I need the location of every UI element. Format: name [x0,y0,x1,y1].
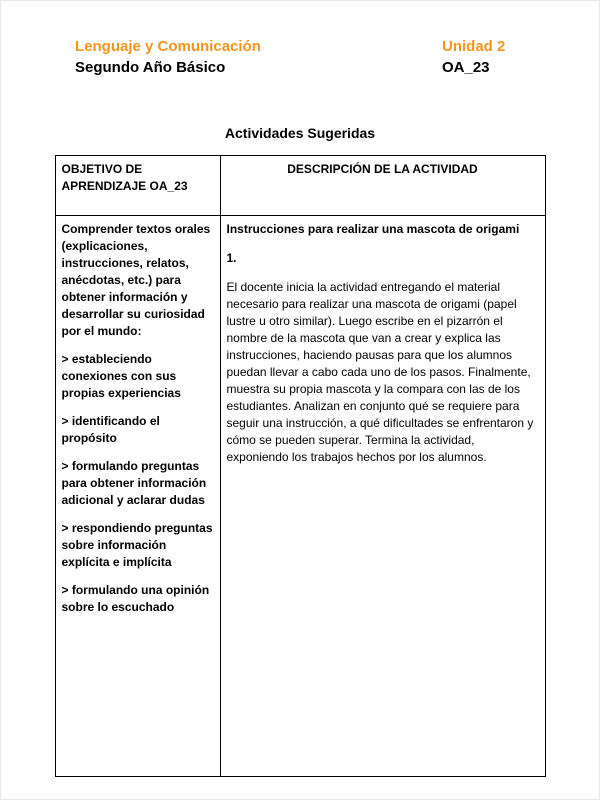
objective-bullet: > formulando preguntas para obtener información adicional y aclarar dudas [61,459,207,508]
oa-code: OA_23 [442,59,490,76]
grade-level: Segundo Año Básico [75,59,226,76]
objective-intro: Comprender textos orales (explicaciones, instrucciones, relatos, anécdotas, etc.) para obtener información y desarrollar su curiosidad por el mundo: [61,222,211,339]
course-title: Lenguaje y Comunicación [75,38,261,55]
description-column-header: DESCRIPCIÓN DE LA ACTIVIDAD [220,156,545,216]
activities-table [55,155,546,777]
objective-bullet: > formulando una opinión sobre lo escuchado [61,583,210,615]
activity-number: 1. [226,251,237,266]
objective-column-header: OBJETIVO DE APRENDIZAJE OA_23 [55,156,220,216]
objective-cell [55,216,220,777]
header-right-block [442,36,600,78]
document-header [0,0,600,78]
activity-body: El docente inicia la actividad entregando el material necesario para realizar una mascota de origami (papel lustre u otro similar). Luego escribe en el pizarrón el nombre de la mascota que van a crear y explica las instrucciones, haciendo pausas para que los alumnos puedan llevar a cabo cada uno de los pasos. Finalmente, muestra su propia mascota y la compara con las de los estudiantes. Analizan en conjunto qué se requiere para seguir una instrucción, a qué dificultades se enfrentaron y cómo se pueden superar. Termina la actividad, exponiendo los trabajos hechos por los alumnos. [226,280,534,465]
objective-bullet: > respondiendo preguntas sobre información explícita e implícita [61,521,213,570]
table-header-row [55,156,545,216]
table-body-row [55,216,545,777]
page-title: Actividades Sugeridas [224,125,376,141]
activity-cell [220,216,545,777]
unit-label: Unidad 2 [442,38,506,55]
objective-bullet: > identificando el propósito [61,414,160,446]
activity-title: Instrucciones para realizar una mascota de origami [226,222,520,237]
header-left-block [0,36,442,78]
objective-bullet: > estableciendo conexiones con sus propias experiencias [61,352,181,401]
